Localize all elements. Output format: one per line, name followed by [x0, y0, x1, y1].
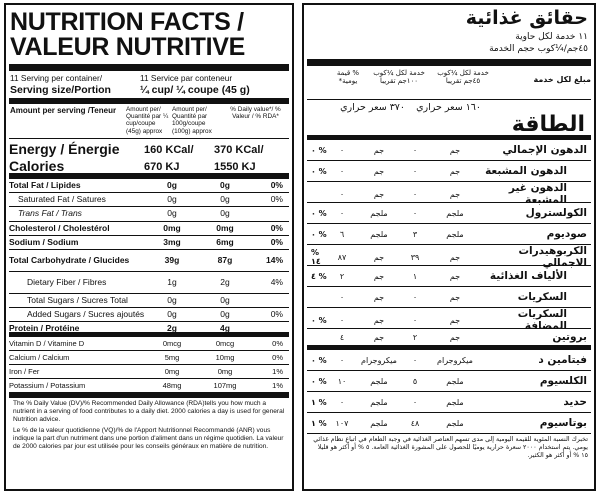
arabic-unit: جم [373, 252, 385, 262]
nutrient-row [9, 222, 289, 236]
arabic-nutrient-row [307, 392, 591, 413]
arabic-per-100g-value: ١٠٧ [335, 418, 349, 428]
per-serving-value: 0mg [164, 366, 180, 376]
per-serving-value: 5mg [164, 352, 180, 362]
arabic-per-100g-value: ٠ [339, 292, 345, 302]
arabic-nutrient-label: الكولسترول [525, 207, 587, 219]
arabic-nutrient-label: السكريات المضافة [517, 308, 567, 332]
nutrient-row [9, 322, 289, 336]
arabic-unit: جم [373, 189, 385, 199]
arabic-nutrient-row [307, 350, 591, 371]
nutrient-label: Potassium / Potassium [9, 381, 86, 391]
arabic-per-100g-value: ٠ [339, 355, 345, 365]
arabic-unit: جم [373, 332, 385, 342]
per-serving-value: 1g [167, 276, 177, 287]
arabic-unit: ملجم [446, 418, 464, 428]
arabic-unit: جم [449, 315, 461, 325]
arabic-daily-value: % ٠ [311, 208, 327, 218]
arabic-nutrient-label: الدهون المشبعة [485, 165, 567, 177]
per-serving-value: 2g [167, 323, 177, 334]
english-nutrition-panel [4, 3, 294, 491]
nutrient-row [9, 351, 289, 365]
arabic-nutrient-label: الألياف الغذائية [489, 270, 567, 282]
arabic-title: حقائق غذائية [465, 7, 588, 29]
arabic-daily-value: % ٠ [311, 166, 327, 176]
arabic-nutrient-row [307, 224, 591, 245]
nutrient-row [9, 193, 289, 207]
per-100g-value: 0g [220, 180, 230, 190]
arabic-nutrient-row [307, 308, 591, 332]
per-serving-value: 0g [167, 194, 177, 205]
energy-row: Energy / Énergie Calories 160 KCal/ 670 KJ 370 KCal/ 1550 KJ [9, 139, 289, 179]
arabic-serving-size: ٤٥جم/¼كوب حجم الخدمة [489, 44, 588, 54]
footnote: The % Daily Value (DV)/% Recommended Daily Allowance (RDA)tells you how much a nutrient in a serving of food contributes to a daily diet. 2000 calories a day is used for general Nutrition advice. Le % de la valeur quotidienne (VQ)/% de l'Apport Nutritionnel Recommandé (ANR) vous indique la part d'un nutriment dans une portion d'aliment dans un régime quotidien. La valeur de 2000 calories par jour est utilisée pour les conseils généraux en matière de nutrition. [9, 393, 289, 451]
divider [307, 59, 591, 66]
arabic-per-serving-value: ٤٨ [410, 418, 420, 428]
per-100g-value: 0g [220, 194, 230, 205]
arabic-per-100g-value: ٠ [339, 189, 345, 199]
arabic-daily-value: % ٠ [311, 376, 327, 386]
arabic-unit: ميكروجرام [437, 355, 473, 365]
per-100g-value: 10mg [215, 352, 235, 362]
nutrient-label: Added Sugars / Sucres ajoutés [27, 309, 145, 320]
daily-value: 0% [270, 309, 283, 320]
nutrient-label: Iron / Fer [9, 366, 40, 376]
arabic-nutrition-panel [302, 3, 596, 491]
arabic-unit: جم [373, 271, 385, 281]
arabic-daily-value: % ١ [311, 397, 327, 407]
per-serving-value: 0g [167, 208, 177, 219]
serving-size: Serving size/Portion ¼ cup/ ¼ coupe (45 g) [10, 84, 250, 96]
arabic-per-100g-value: ٠ [339, 315, 345, 325]
per-100g-value: 0g [220, 208, 230, 219]
per-serving-value: 0mcg [162, 338, 182, 348]
per-serving-value: 39g [164, 254, 180, 265]
arabic-per-serving-value: ٢ [412, 332, 418, 342]
arabic-per-serving-value: ٠ [412, 397, 418, 407]
arabic-per-serving-value: ٠ [412, 208, 418, 218]
arabic-daily-value: % ١ [311, 418, 327, 428]
arabic-nutrient-row [307, 161, 591, 182]
nutrient-row [9, 379, 289, 393]
nutrient-label: Total Fat / Lipides [9, 180, 81, 190]
arabic-unit: جم [449, 189, 461, 199]
arabic-per-100g-value: ١٠ [337, 376, 347, 386]
arabic-per-100g-value: ٦ [339, 229, 345, 239]
nutrient-label: Sodium / Sodium [9, 236, 79, 247]
per-100g-value: 4g [220, 323, 230, 334]
per-100g-value: 0mcg [215, 338, 235, 348]
daily-value: 1% [272, 381, 283, 391]
arabic-nutrient-label: بوتاسيوم [539, 417, 587, 429]
arabic-unit: ملجم [446, 229, 464, 239]
arabic-nutrient-row [307, 329, 591, 350]
nutrient-row [9, 308, 289, 322]
daily-value: 0% [270, 180, 283, 190]
arabic-unit: جم [373, 166, 385, 176]
arabic-per-serving-value: ٠ [412, 315, 418, 325]
arabic-per-serving-value: ٠ [412, 355, 418, 365]
column-header: Amount per serving /Teneur Amount per/ Quantité par ¼ cup/coupe (45g) approx Amount per/ Quantité par 100g/coupe (100g) approx % Daily value*/ % Valeur / % RDA* [9, 103, 289, 139]
arabic-per-100g-value: ٠ [339, 397, 345, 407]
nutrient-label: Trans Fat / Trans [18, 208, 82, 219]
daily-value: 0% [272, 338, 283, 348]
per-100g-value: 6mg [216, 236, 234, 247]
arabic-unit: ملجم [370, 376, 388, 386]
arabic-per-serving-value: ١ [412, 271, 418, 281]
per-serving-value: 3mg [163, 236, 181, 247]
daily-value: 4% [270, 276, 283, 287]
nutrient-label: Total Carbohydrate / Glucides [9, 254, 130, 265]
arabic-per-serving-value: ٠ [412, 166, 418, 176]
arabic-nutrient-table [307, 140, 591, 434]
arabic-nutrient-label: فيتامين د [538, 354, 587, 366]
arabic-unit: ملجم [370, 208, 388, 218]
arabic-per-100g-value: ٤ [339, 332, 345, 342]
nutrient-label: Calcium / Calcium [9, 352, 70, 362]
arabic-nutrient-label: الدهون الإجمالي [502, 144, 587, 156]
arabic-per-serving-value: ٠ [412, 145, 418, 155]
arabic-daily-value: % ٤ [311, 271, 327, 281]
arabic-nutrient-label: الكلسيوم [539, 375, 587, 387]
arabic-unit: ميكروجرام [361, 355, 397, 365]
daily-value: 1% [272, 366, 283, 376]
nutrient-row [9, 236, 289, 250]
nutrient-row [9, 294, 289, 308]
arabic-nutrient-label: السكريات [517, 291, 567, 303]
arabic-unit: جم [373, 145, 385, 155]
arabic-footnote: تخبرك النسبة المئوية للقيمة اليومية إلى مدى تسهم العناصر الغذائية في وجبة الطعام في اتباع نظام غذائي يومي. يتم استخدام ٢٠٠٠ سعرة حرارية يوميًا للحصول على المشورة الغذائية العامة. ٥ % أو أكثر هو قليلا ١٥ % أو أكثر هو الكثير. [313, 436, 588, 460]
per-100g-value: 0g [220, 309, 230, 320]
divider [9, 64, 289, 71]
nutrient-table [9, 179, 289, 393]
arabic-unit: جم [449, 166, 461, 176]
arabic-unit: جم [449, 271, 461, 281]
nutrient-label: Total Sugars / Sucres Total [27, 294, 128, 305]
per-100g-value: 2g [220, 276, 230, 287]
daily-value: 0% [272, 352, 283, 362]
arabic-per-100g-value: ٠ [339, 145, 345, 155]
nutrient-label: Dietary Fiber / Fibres [27, 276, 107, 287]
daily-value: 14% [265, 254, 283, 265]
arabic-nutrient-row [307, 266, 591, 287]
arabic-per-serving-value: ٠ [412, 189, 418, 199]
arabic-unit: جم [449, 332, 461, 342]
arabic-nutrient-label: بروتين [552, 331, 587, 343]
arabic-nutrient-label: حديد [563, 396, 587, 408]
servings-per-container: 11 Serving per container/ 11 Service par conteneur [10, 73, 233, 83]
arabic-per-100g-value: ٢ [339, 271, 345, 281]
arabic-per-serving-value: ٥ [412, 376, 418, 386]
per-100g-value: 0mg [217, 366, 233, 376]
nutrient-row [9, 272, 289, 294]
arabic-unit: جم [449, 252, 461, 262]
arabic-daily-value: % ٠ [311, 315, 327, 325]
per-100g-value: 0g [220, 294, 230, 305]
arabic-daily-value: % ١٤ [311, 248, 321, 266]
arabic-unit: ملجم [446, 208, 464, 218]
nutrient-row [9, 207, 289, 221]
per-serving-value: 0g [167, 309, 177, 320]
arabic-nutrient-row [307, 413, 591, 434]
per-serving-value: 0g [167, 294, 177, 305]
arabic-servings: ١١ خدمة لكل حاوية [515, 32, 588, 42]
nutrient-label: Cholesterol / Cholestérol [9, 222, 110, 233]
arabic-nutrient-row [307, 203, 591, 224]
arabic-unit: ملجم [446, 397, 464, 407]
nutrient-label: Vitamin D / Vitamine D [9, 338, 85, 348]
arabic-nutrient-row [307, 182, 591, 206]
arabic-nutrient-row [307, 140, 591, 161]
arabic-nutrient-label: صوديوم [546, 228, 587, 240]
arabic-unit: جم [373, 292, 385, 302]
arabic-unit: ملجم [370, 418, 388, 428]
arabic-per-serving-value: ٣٩ [410, 252, 420, 262]
arabic-column-header: مبلغ لكل خدمة خدمة لكل ¼كوب ٤٥جم تقريبا خدمة لكل ¼كوب ١٠٠جم تقريبا % قيمة يومية* [307, 66, 591, 100]
arabic-nutrient-row [307, 245, 591, 269]
arabic-unit: جم [373, 315, 385, 325]
nutrient-row [9, 337, 289, 351]
arabic-unit: ملجم [446, 376, 464, 386]
arabic-nutrient-row [307, 371, 591, 392]
arabic-nutrient-label: الدهون غير المشبعة [508, 182, 567, 206]
arabic-per-100g-value: ٨٧ [337, 252, 347, 262]
arabic-unit: جم [449, 145, 461, 155]
arabic-daily-value: % ٠ [311, 355, 327, 365]
arabic-nutrient-label: الكربوهيدرات الاجمالي [518, 245, 587, 269]
arabic-per-100g-value: ٠ [339, 166, 345, 176]
arabic-unit: ملجم [370, 397, 388, 407]
arabic-daily-value: % ٠ [311, 229, 327, 239]
arabic-per-100g-value: ٠ [339, 208, 345, 218]
arabic-unit: جم [449, 292, 461, 302]
daily-value: 0% [270, 194, 283, 205]
nutrient-row [9, 179, 289, 193]
per-serving-value: 48mg [162, 381, 182, 391]
nutrient-row [9, 365, 289, 379]
per-100g-value: 87g [217, 254, 233, 265]
english-title: NUTRITION FACTS / VALEUR NUTRITIVE [10, 8, 246, 61]
per-serving-value: 0g [167, 180, 177, 190]
arabic-daily-value: % ٠ [311, 145, 327, 155]
daily-value: 0% [270, 222, 283, 233]
arabic-unit: ملجم [370, 229, 388, 239]
arabic-per-serving-value: ٣ [412, 229, 418, 239]
nutrient-row [9, 250, 289, 272]
arabic-nutrient-row [307, 287, 591, 308]
nutrient-label: Protein / Protéine [9, 323, 80, 334]
daily-value: 0% [270, 236, 283, 247]
nutrient-label: Saturated Fat / Satures [18, 194, 106, 205]
arabic-energy-row: ١٦٠ سعر حراري ٣٧٠ سعر حراري الطاقة [307, 100, 591, 140]
per-100g-value: 107mg [213, 381, 237, 391]
arabic-per-serving-value: ٠ [412, 292, 418, 302]
per-100g-value: 0mg [216, 222, 234, 233]
per-serving-value: 0mg [163, 222, 181, 233]
